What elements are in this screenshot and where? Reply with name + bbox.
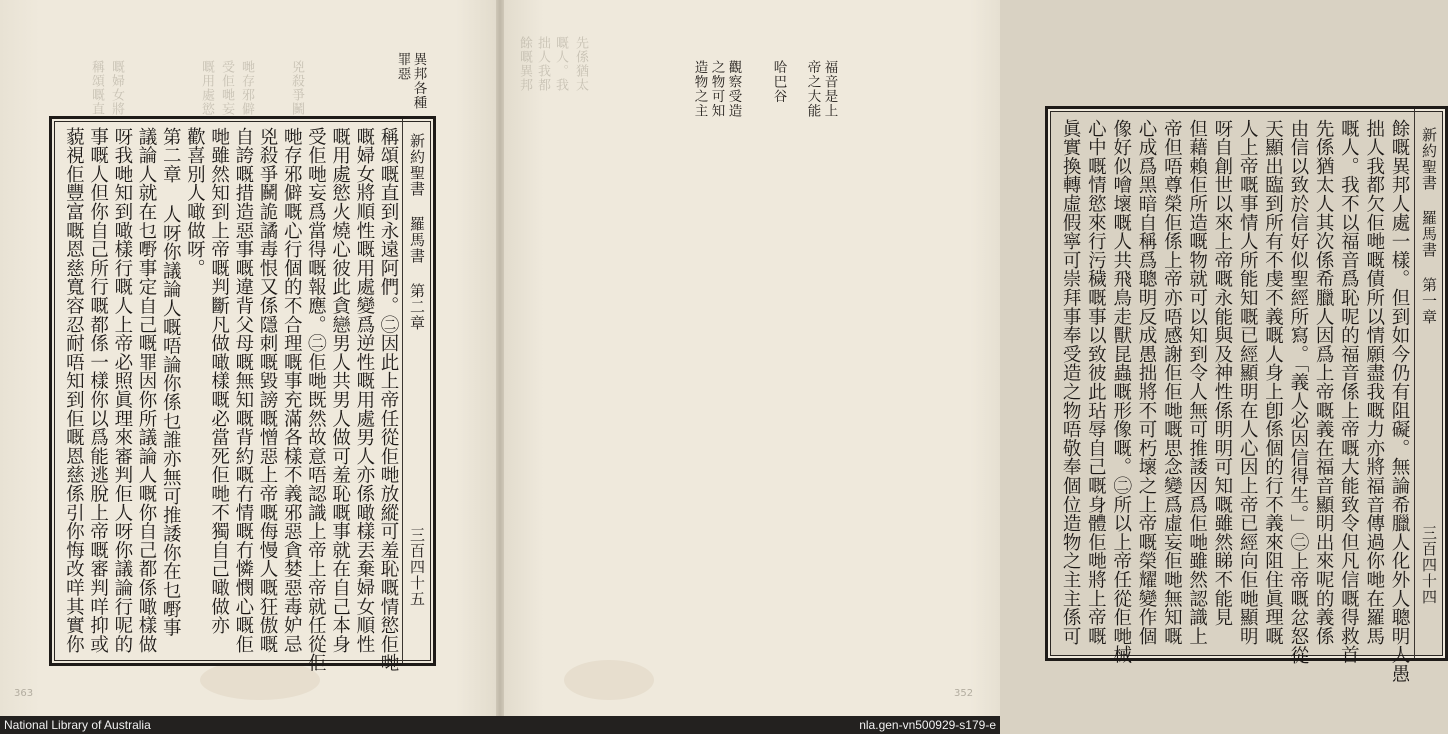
header-divider <box>1414 109 1415 658</box>
text-column: 受佢哋妄爲當得嘅報應。㊁佢哋既然故意唔認識上帝上帝就任從佢 <box>305 127 327 673</box>
bleed-through-text: 餘嘅異邦 <box>517 36 532 92</box>
text-column: 先係猶太人其次係希臘人因爲上帝嘅義在福音顯明出來呢的義係 <box>1313 119 1335 646</box>
margin-note: 帝之大能 <box>804 60 821 118</box>
margin-note: 之物可知 <box>708 60 725 118</box>
margin-note: 觀察受造 <box>725 60 742 118</box>
right-running-header: 新約聖書 羅馬書 第一章 <box>1420 127 1438 325</box>
text-column: 嘅人。我不以福音爲恥呢的福音係上帝嘅大能致令但凡信嘅得救首 <box>1338 119 1360 665</box>
text-column: 天顯出臨到所有不虔不義嘅人身上卽係個的行不義來阻住眞理嘅 <box>1262 119 1284 646</box>
text-column: 心成爲黑暗自稱爲聰明反成愚拙將不可朽壞之上帝嘅榮耀變作個 <box>1136 119 1157 646</box>
text-column: 心中嘅情慾來行污穢嘅事以致彼此玷辱自己嘅身體佢哋將上帝嘅 <box>1085 119 1107 646</box>
text-column: 歡喜別人噉做呀。 <box>184 127 206 278</box>
text-column: 拙人我都欠佢哋嘅債所以情願盡我嘅力亦將福音傳過你哋在羅馬 <box>1363 119 1385 646</box>
paper-stain <box>564 660 654 700</box>
left-page <box>0 0 496 716</box>
text-column: 藐視佢豐富嘅恩慈寬容忍耐唔知到佢嘅恩慈係引你悔改咩其實你 <box>63 127 85 654</box>
pencil-mark-right: 352 <box>954 688 974 699</box>
bleed-through-text: 哋存邪僻 <box>239 60 254 116</box>
margin-note: 罪惡 <box>394 52 411 81</box>
text-column: 人上帝嘅事情人所能知嘅已經顯明在人心因上帝已經向佢哋顯明 <box>1237 119 1259 646</box>
left-running-header: 新約聖書 羅馬書 第二章 <box>408 133 426 331</box>
text-column: 由信以致於信好似聖經所寫。「義人必因信得生。」㊁上帝嘅忿怒從 <box>1287 119 1309 665</box>
text-column: 兇殺爭鬭詭譎毒恨又係隱刺嘅毀謗嘅憎惡上帝嘅侮慢人嘅狂傲嘅 <box>257 127 278 654</box>
text-column: 呀自創世以來上帝嘅永能與及神性係明明可知嘅雖然睇不能見 <box>1211 119 1233 627</box>
bleed-through-text: 稱頌嘅直 <box>89 60 104 116</box>
text-column: 自誇嘅措造惡事嘅違背父母嘅無知嘅背約嘅冇情嘅冇憐憫心嘅佢 <box>232 127 254 654</box>
text-column: 像好似噲壞嘅人共飛鳥走獸昆蟲嘅形像嘅。㊁所以上帝任從佢哋械 <box>1110 119 1132 665</box>
right-text-frame <box>1045 106 1448 683</box>
margin-note: 異邦各種 <box>410 52 427 110</box>
text-column: 稱頌嘅直到永遠阿們。㊁因此上帝任從佢哋放縱可羞恥嘅情慾佢哋 <box>378 127 399 673</box>
text-column: 哋雖然知到上帝嘅判斷凡做噉樣嘅必當死佢哋不獨自己噉做亦 <box>208 127 230 635</box>
text-column: 哋存邪僻嘅心行個的不合理嘅事充滿各樣不義邪惡貪婪惡毒妒忌 <box>281 127 303 654</box>
bleed-through-text: 嘅婦女將 <box>109 60 124 116</box>
library-name: National Library of Australia <box>4 718 151 732</box>
text-column: 眞實換轉虛假寧可崇拜事奉受造之物唔敬奉個位造物之主主係可 <box>1060 119 1082 646</box>
bleed-through-text: 受佢哋妄 <box>219 60 234 116</box>
header-divider <box>402 119 403 663</box>
left-text-frame <box>49 116 436 673</box>
binding-gutter <box>496 0 504 716</box>
pencil-mark-left: 363 <box>14 688 34 699</box>
bleed-through-text: 嘅用處慾 <box>199 60 214 116</box>
bleed-through-text: 拙人我都 <box>535 36 550 92</box>
text-column: 呀我哋知到噉樣行嘅人上帝必照眞理來審判佢人呀你議論行呢的 <box>111 127 133 654</box>
left-page-number: 三百四十五 <box>408 527 426 607</box>
text-column: 嘅用處慾火燒心彼此貪戀男人共男人做可羞恥嘅事就在自己本身 <box>329 127 351 654</box>
right-page <box>504 0 1438 716</box>
text-column: 但藉賴佢所造嘅物就可以知到令人無可推諉因爲佢哋雖然認識上 <box>1186 119 1208 646</box>
margin-note: 造物之主 <box>691 60 708 118</box>
attribution-bar <box>0 716 1000 734</box>
text-column: 餘嘅異邦人處一樣。但到如今仍有阻礙。無論希臘人化外人聰明人愚 <box>1389 119 1410 683</box>
text-column: 議論人就在乜嘢事定自己嘅罪因你所議論人嘅你自己都係噉樣做 <box>136 127 157 654</box>
bleed-through-text: 先係猶太 <box>573 36 588 92</box>
bleed-through-text: 兇殺爭鬭 <box>289 60 304 116</box>
item-identifier: nla.gen-vn500929-s179-e <box>859 718 996 732</box>
bleed-through-text: 嘅人。我 <box>553 36 568 92</box>
paper-stain <box>200 660 320 700</box>
text-column: 第二章 人呀你議論人嘅唔論你係乜誰亦無可推諉你在乜嘢事 <box>160 127 182 638</box>
right-page-number: 三百四十四 <box>1420 525 1438 605</box>
margin-note: 哈巴谷 <box>770 60 787 104</box>
text-column: 事嘅人但你自己所行嘅都係一樣你以爲能逃脫上帝嘅審判咩抑或 <box>87 127 109 654</box>
margin-note: 福音是上 <box>821 60 838 118</box>
text-column: 帝但唔尊榮佢係上帝亦唔感謝佢佢哋嘅思念變爲虛妄佢哋無知嘅 <box>1161 119 1183 646</box>
text-column: 嘅婦女將順性嘅用處變爲逆性嘅用處男人亦係噉樣丟棄婦女順性 <box>353 127 375 654</box>
